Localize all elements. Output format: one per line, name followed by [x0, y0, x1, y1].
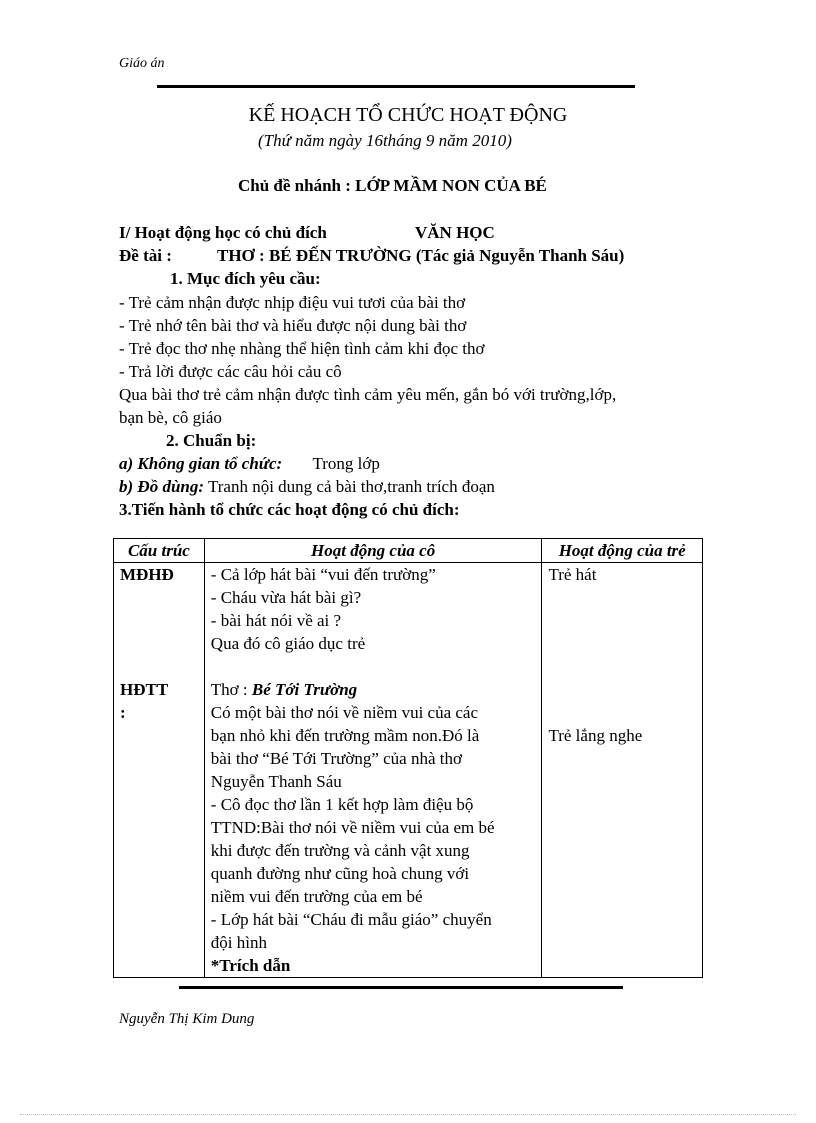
section2-heading: 2. Chuẩn bị: [166, 431, 257, 450]
poem-line [211, 678, 536, 701]
table-row [114, 563, 703, 978]
objective-line: - Trẻ đọc thơ nhẹ nhàng thể hiện tình cảm khi đọc thơ [119, 339, 485, 358]
activity-subject: VĂN HỌC [415, 223, 495, 242]
header-structure: Cấu trúc [114, 539, 205, 563]
footer-author: Nguyễn Thị Kim Dung [119, 1011, 255, 1027]
activity-label: I/ Hoạt động học có chủ đích [119, 223, 327, 242]
objective-line: Qua bài thơ trẻ cảm nhận được tình cảm yêu mến, gắn bó với trường,lớp, [119, 385, 617, 404]
footer-rule [179, 986, 623, 989]
page-bottom-divider [20, 1114, 796, 1115]
child-response: Trẻ lắng nghe [548, 726, 643, 745]
child-cell [542, 563, 703, 978]
teacher-line: Qua đó cô giáo dục trẻ [210, 634, 366, 653]
topic-label: Đề tài : [119, 246, 172, 265]
teacher-line: đội hình [210, 933, 267, 952]
poem-prefix: Thơ : [210, 680, 252, 699]
teacher-line: - bài hát nói về ai ? [210, 611, 342, 630]
teacher-line: Nguyễn Thanh Sáu [210, 772, 342, 791]
space-row [119, 453, 380, 475]
header-rule [157, 85, 635, 88]
materials-label: b) Đồ dùng: [119, 477, 205, 496]
subtopic-title: Chủ đề nhánh : LỚP MẦM NON CỦA BÉ [238, 176, 547, 195]
teacher-line: niềm vui đến trường của em bé [210, 887, 423, 906]
teacher-line: TTND:Bài thơ nói về niềm vui của em bé [210, 818, 495, 837]
objective-line: - Trẻ nhớ tên bài thơ và hiểu được nội dung bài thơ [119, 316, 467, 335]
teacher-line: bạn nhỏ khi đến trường mầm non.Đó là [210, 726, 480, 745]
quote-heading: *Trích dẫn [210, 956, 291, 975]
teacher-line: quanh đường như cũng hoà chung với [210, 864, 470, 883]
materials-row [119, 476, 495, 498]
teacher-line: khi được đến trường và cảnh vật xung [210, 841, 470, 860]
teacher-line: - Cả lớp hát bài “vui đến trường” [210, 565, 436, 584]
header-child: Hoạt động của trẻ [542, 539, 703, 563]
teacher-line: - Cô đọc thơ lần 1 kết hợp làm điệu bộ [210, 795, 474, 814]
header-teacher: Hoạt động của cô [204, 539, 542, 563]
objective-line: - Trả lời được các câu hỏi cảu cô [119, 362, 342, 381]
structure-hdtt: HĐTT [120, 680, 169, 699]
poem-title: Bé Tới Trường [251, 680, 358, 699]
materials-value: Tranh nội dung cả bài thơ,tranh trích đoạn [207, 477, 495, 496]
objective-line: - Trẻ cảm nhận được nhịp điệu vui tươi của bài thơ [119, 293, 466, 312]
table-header-row [114, 539, 703, 563]
section3-heading: 3.Tiến hành tổ chức các hoạt động có chủ đích: [119, 500, 460, 519]
structure-mdhd: MĐHĐ [120, 565, 174, 584]
header-label: Giáo án [119, 56, 165, 71]
activity-table [113, 538, 703, 978]
child-response: Trẻ hát [548, 565, 597, 584]
section1-heading: 1. Mục đích yêu cầu: [170, 269, 321, 288]
topic-value: THƠ : BÉ ĐẾN TRƯỜNG (Tác giả Nguyễn Thanh Sáu) [217, 246, 625, 265]
teacher-line: Có một bài thơ nói về niềm vui của các [210, 703, 479, 722]
structure-cell [114, 563, 205, 978]
teacher-line: - Cháu vừa hát bài gì? [210, 588, 362, 607]
teacher-line: - Lớp hát bài “Cháu đi mẫu giáo” chuyển [210, 910, 492, 929]
space-value: Trong lớp [312, 454, 380, 473]
teacher-cell [204, 563, 542, 978]
date-line: (Thứ năm ngày 16tháng 9 năm 2010) [258, 131, 512, 150]
structure-colon: : [120, 703, 126, 722]
teacher-line: bài thơ “Bé Tới Trường” của nhà thơ [210, 749, 462, 768]
objective-line: bạn bè, cô giáo [119, 408, 222, 427]
page-title: KẾ HOẠCH TỔ CHỨC HOẠT ĐỘNG [248, 104, 568, 126]
space-label: a) Không gian tổ chức: [119, 454, 283, 473]
